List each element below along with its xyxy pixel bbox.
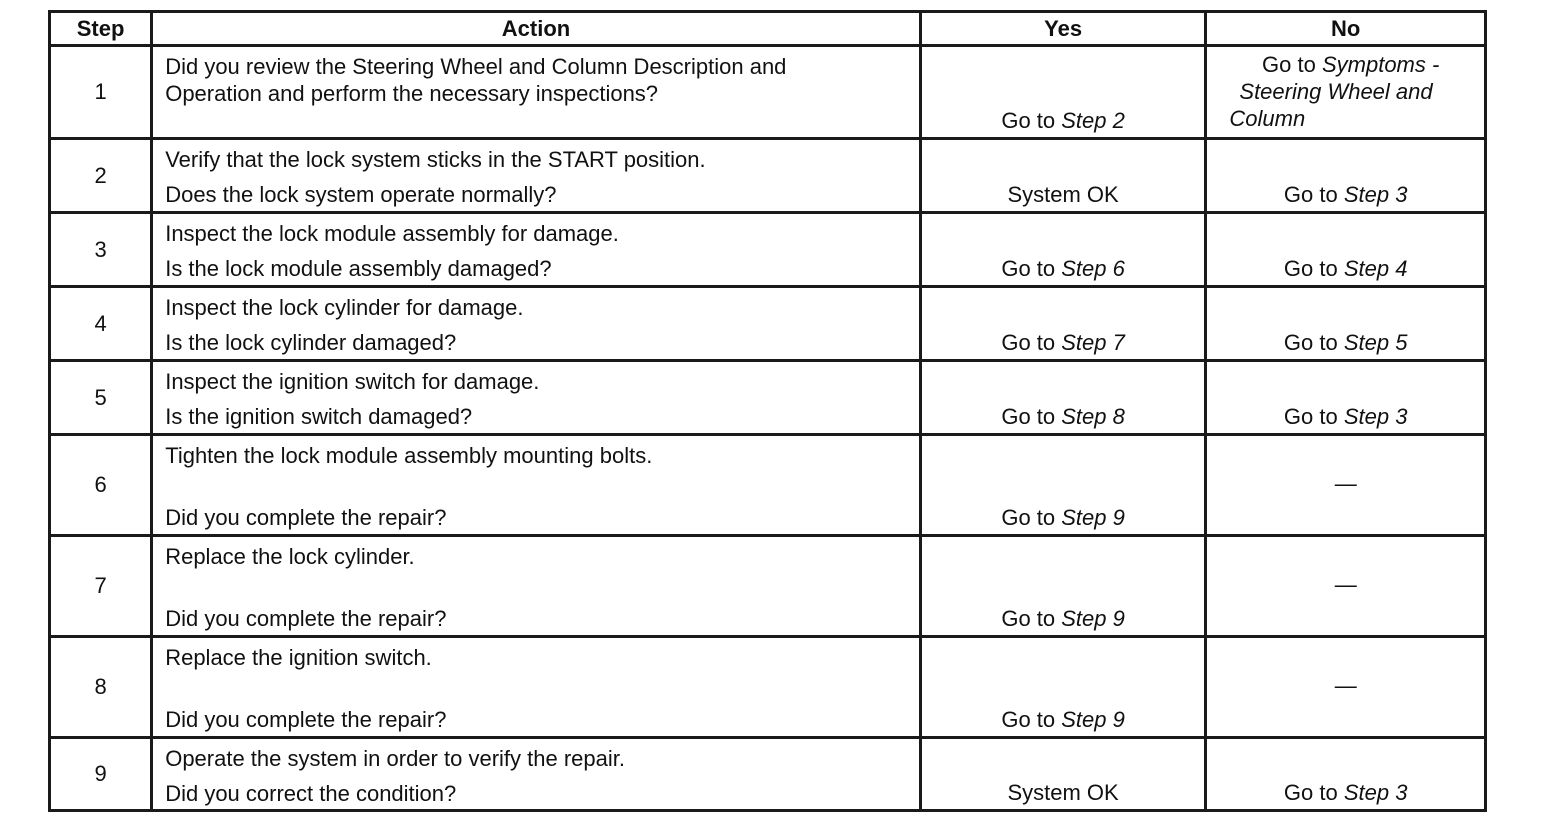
header-row bbox=[50, 12, 1486, 46]
action-cell bbox=[152, 738, 921, 811]
action-cell bbox=[152, 287, 921, 361]
header-yes: Yes bbox=[920, 12, 1206, 46]
no-prefix: Go to bbox=[1262, 52, 1322, 77]
no-step-link[interactable]: Step 3 bbox=[1343, 780, 1408, 805]
yes-cell bbox=[920, 637, 1206, 738]
no-cell: — bbox=[1206, 435, 1486, 536]
no-link-line[interactable]: Symptoms - bbox=[1321, 52, 1440, 77]
action-cell bbox=[152, 139, 921, 213]
action-line: Inspect the lock cylinder for damage. bbox=[165, 295, 524, 320]
table-row bbox=[50, 287, 1486, 361]
yes-prefix: Go to bbox=[1001, 330, 1062, 355]
yes-prefix: System OK bbox=[1007, 780, 1119, 805]
no-link-line[interactable]: Column bbox=[1229, 106, 1306, 131]
action-line: Replace the lock cylinder. bbox=[165, 544, 415, 569]
yes-prefix: Go to bbox=[1001, 108, 1062, 133]
action-line: Did you correct the condition? bbox=[165, 781, 457, 806]
action-line: Did you complete the repair? bbox=[165, 707, 447, 732]
table-row bbox=[50, 637, 1486, 738]
no-step-link[interactable]: Step 3 bbox=[1343, 182, 1408, 207]
yes-cell bbox=[920, 361, 1206, 435]
table-row bbox=[50, 46, 1486, 139]
yes-cell bbox=[920, 738, 1206, 811]
table-row bbox=[50, 361, 1486, 435]
no-cell bbox=[1206, 213, 1486, 287]
no-cell bbox=[1206, 139, 1486, 213]
action-line: Is the lock module assembly damaged? bbox=[165, 256, 552, 281]
table-row bbox=[50, 738, 1486, 811]
step-number: 6 bbox=[50, 435, 152, 536]
action-line: Operation and perform the necessary inspections? bbox=[165, 81, 659, 106]
yes-prefix: Go to bbox=[1001, 606, 1062, 631]
table-row bbox=[50, 435, 1486, 536]
yes-step-link[interactable]: Step 2 bbox=[1061, 108, 1125, 133]
no-prefix: Go to bbox=[1283, 256, 1344, 281]
header-no: No bbox=[1206, 12, 1486, 46]
yes-prefix: Go to bbox=[1001, 505, 1062, 530]
yes-step-link[interactable]: Step 8 bbox=[1061, 404, 1125, 429]
action-line: Verify that the lock system sticks in the START position. bbox=[165, 147, 706, 172]
table-row bbox=[50, 536, 1486, 637]
yes-step-link[interactable]: Step 9 bbox=[1061, 505, 1125, 530]
step-number: 7 bbox=[50, 536, 152, 637]
no-step-link[interactable]: Step 3 bbox=[1343, 404, 1408, 429]
yes-prefix: System OK bbox=[1007, 182, 1119, 207]
action-cell bbox=[152, 637, 921, 738]
yes-cell bbox=[920, 46, 1206, 139]
no-cell bbox=[1206, 287, 1486, 361]
yes-cell bbox=[920, 536, 1206, 637]
action-line: Does the lock system operate normally? bbox=[165, 182, 557, 207]
no-prefix: Go to bbox=[1283, 780, 1344, 805]
action-line: Did you complete the repair? bbox=[165, 606, 447, 631]
no-cell bbox=[1206, 361, 1486, 435]
table-row bbox=[50, 139, 1486, 213]
action-line: Inspect the ignition switch for damage. bbox=[165, 369, 540, 394]
yes-step-link[interactable]: Step 9 bbox=[1061, 606, 1125, 631]
no-cell: — bbox=[1206, 637, 1486, 738]
no-cell bbox=[1206, 46, 1486, 139]
yes-cell bbox=[920, 213, 1206, 287]
action-line: Did you complete the repair? bbox=[165, 505, 447, 530]
no-prefix: Go to bbox=[1283, 182, 1344, 207]
diagnostic-table bbox=[48, 10, 1487, 812]
no-prefix: Go to bbox=[1283, 404, 1344, 429]
yes-step-link[interactable]: Step 6 bbox=[1061, 256, 1125, 281]
action-line: Operate the system in order to verify the repair. bbox=[165, 746, 625, 771]
action-line: Inspect the lock module assembly for damage. bbox=[165, 221, 619, 246]
no-step-link[interactable]: Step 5 bbox=[1343, 330, 1408, 355]
yes-cell bbox=[920, 139, 1206, 213]
action-cell bbox=[152, 435, 921, 536]
step-number: 1 bbox=[50, 46, 152, 139]
yes-step-link[interactable]: Step 7 bbox=[1061, 330, 1125, 355]
no-cell bbox=[1206, 738, 1486, 811]
header-step: Step bbox=[50, 12, 152, 46]
step-number: 5 bbox=[50, 361, 152, 435]
no-step-link[interactable]: Step 4 bbox=[1343, 256, 1408, 281]
step-number: 4 bbox=[50, 287, 152, 361]
action-line: Did you review the Steering Wheel and Column Description and bbox=[165, 54, 787, 79]
no-cell: — bbox=[1206, 536, 1486, 637]
action-line: Tighten the lock module assembly mounting bolts. bbox=[165, 443, 653, 468]
action-line: Is the ignition switch damaged? bbox=[165, 404, 473, 429]
step-number: 9 bbox=[50, 738, 152, 811]
yes-cell bbox=[920, 435, 1206, 536]
action-line: Replace the ignition switch. bbox=[165, 645, 432, 670]
yes-cell bbox=[920, 287, 1206, 361]
yes-prefix: Go to bbox=[1001, 256, 1062, 281]
yes-step-link[interactable]: Step 9 bbox=[1061, 707, 1125, 732]
no-link-line[interactable]: Steering Wheel and bbox=[1239, 79, 1433, 104]
action-cell bbox=[152, 213, 921, 287]
step-number: 2 bbox=[50, 139, 152, 213]
action-line: Is the lock cylinder damaged? bbox=[165, 330, 457, 355]
no-prefix: Go to bbox=[1283, 330, 1344, 355]
yes-prefix: Go to bbox=[1001, 404, 1062, 429]
step-number: 8 bbox=[50, 637, 152, 738]
table-row bbox=[50, 213, 1486, 287]
action-cell bbox=[152, 46, 921, 139]
step-number: 3 bbox=[50, 213, 152, 287]
action-cell bbox=[152, 361, 921, 435]
action-cell bbox=[152, 536, 921, 637]
header-action: Action bbox=[152, 12, 921, 46]
yes-prefix: Go to bbox=[1001, 707, 1062, 732]
